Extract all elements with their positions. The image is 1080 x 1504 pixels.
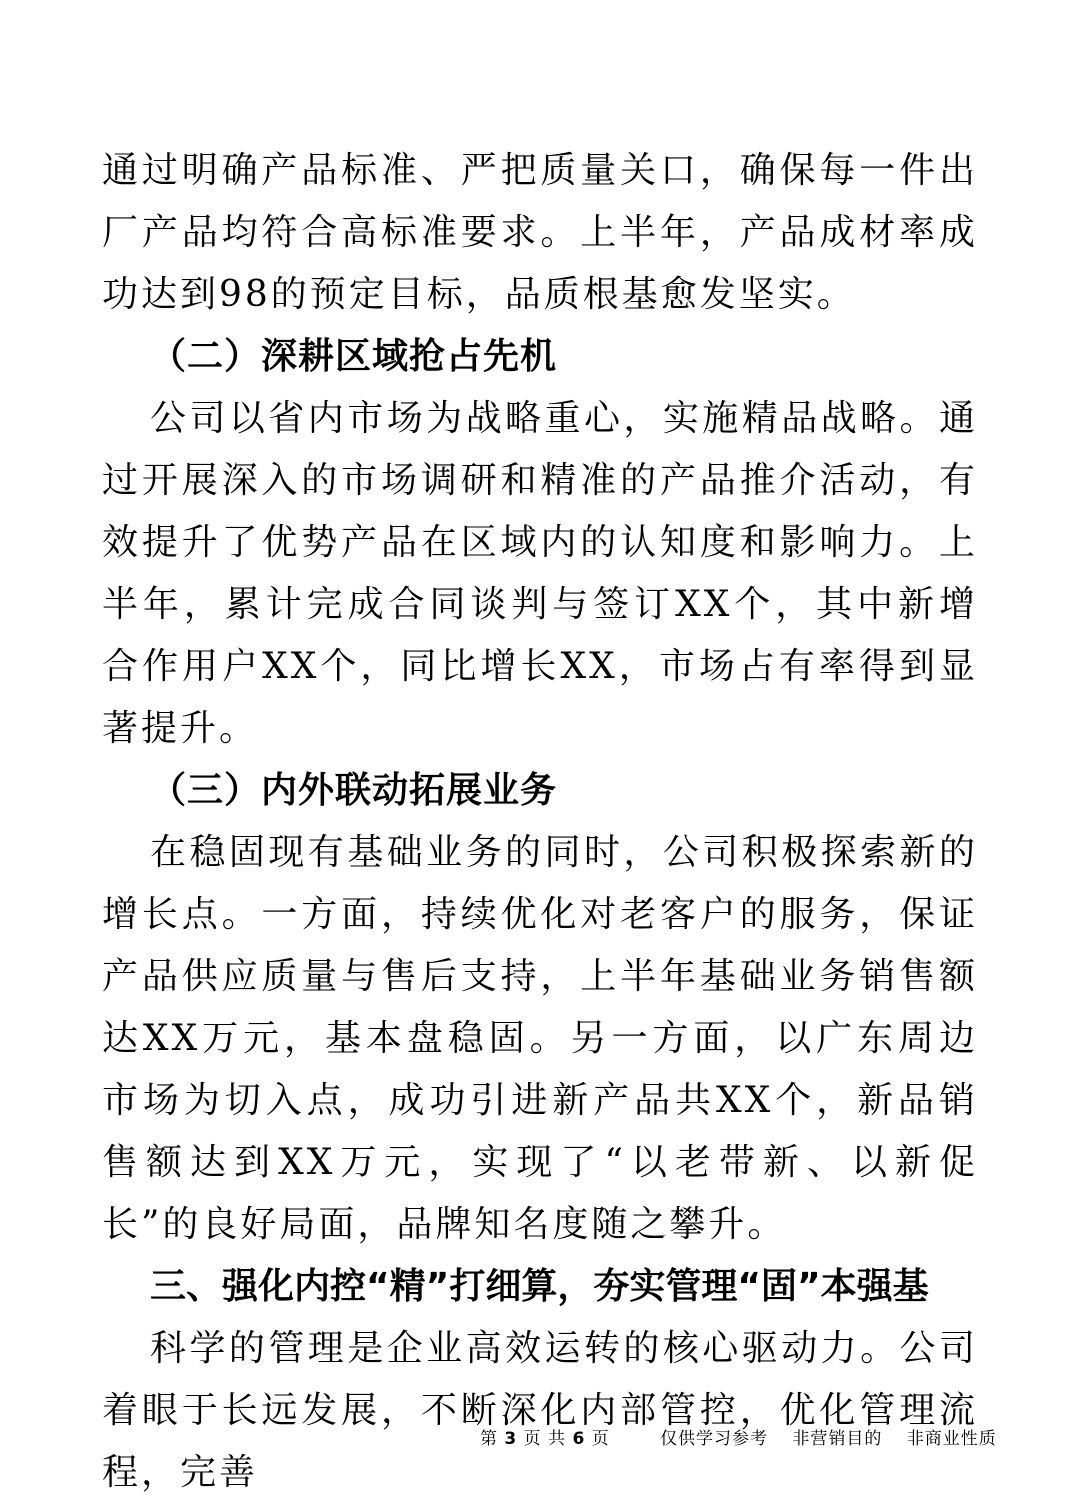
paragraph-region: 公司以省内市场为战略重心，实施精品战略。通过开展深入的市场调研和精准的产品推介活动，有效提升了优势产品在区域内的认知度和影响力。上半年，累计完成合同谈判与签订XX个，其中新增合作用户XX个，同比增长XX，市场占有率得到显著提升。 [102, 398, 978, 749]
paragraph-management: 科学的管理是企业高效运转的核心驱动力。公司着眼于长远发展，不断深化内部管控，优化管理流程，完善 [102, 1328, 978, 1493]
chapter-heading-control: 三、强化内控“精”打细算，夯实管理“固”本强基 [150, 1266, 929, 1307]
page-total: 6 [572, 1429, 586, 1449]
page-suffix: 页 [591, 1429, 610, 1449]
paragraph-quality: 通过明确产品标准、严把质量关口，确保每一件出厂产品均符合高标准要求。上半年，产品成材率成功达到98的预定目标，品质根基愈发坚实。 [102, 150, 978, 315]
page-middle: 页 共 [523, 1429, 567, 1449]
page-prefix: 第 [480, 1429, 498, 1449]
page-number [480, 1424, 610, 1449]
page-footer [0, 1424, 1080, 1454]
document-body [102, 140, 978, 1504]
section-heading-region: （二）深耕区域抢占先机 [150, 336, 558, 377]
section-heading-business: （三）内外联动拓展业务 [150, 770, 558, 811]
notice-non-marketing: 非营销目的 [792, 1429, 883, 1449]
notice-non-commercial: 非商业性质 [906, 1429, 997, 1449]
page-current: 3 [504, 1429, 518, 1449]
footer-notice [660, 1424, 997, 1449]
paragraph-business: 在稳固现有基础业务的同时，公司积极探索新的增长点。一方面，持续优化对老客户的服务，保证产品供应质量与售后支持，上半年基础业务销售额达XX万元，基本盘稳固。另一方面，以广东周边市场为切入点，成功引进新产品共XX个，新品销售额达到XX万元，实现了“以老带新、以新促长”的良好局面，品牌知名度随之攀升。 [102, 832, 978, 1245]
notice-study: 仅供学习参考 [660, 1429, 768, 1449]
